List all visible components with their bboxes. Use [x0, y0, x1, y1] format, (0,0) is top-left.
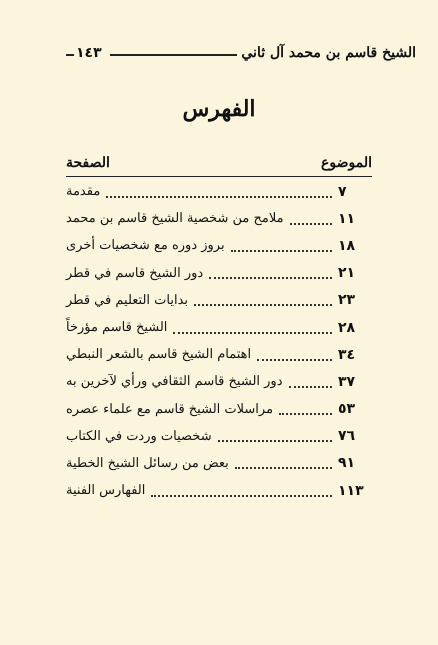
toc-entry-page: ٧٦ [338, 428, 356, 445]
toc-entry-topic: دور الشيخ قاسم الثقافي ورأي لآخرين به [66, 374, 283, 390]
page-title: الفهرس [182, 96, 256, 122]
toc-entry-page: ٢٨ [338, 319, 356, 336]
toc-entry-topic: الشيخ قاسم مؤرخاً [66, 320, 168, 336]
leader-dots [257, 349, 332, 361]
toc-entry-topic: بروز دوره مع شخصيات أخرى [66, 238, 225, 254]
leader-dots [231, 240, 332, 252]
toc-entry-topic: بدايات التعليم في قطر [66, 292, 189, 308]
header-rule-line [110, 54, 240, 56]
toc-entry-page: ٢١ [338, 265, 356, 282]
leader-dots [279, 403, 332, 415]
toc-entry-page: ٢٣ [338, 292, 356, 309]
toc-entry-topic: الفهارس الفنية [66, 483, 146, 499]
toc-entry[interactable] [66, 368, 372, 395]
toc-entry[interactable] [66, 314, 372, 341]
toc-entry-page: ١١ [338, 210, 356, 227]
toc-entry[interactable] [66, 178, 372, 205]
table-of-contents [66, 178, 372, 504]
toc-entry-topic: مقدمة [66, 184, 101, 200]
toc-entry-topic: ملامح من شخصية الشيخ قاسم بن محمد [66, 211, 284, 227]
toc-entry-page: ٧ [338, 183, 347, 200]
running-header [66, 44, 416, 64]
toc-entry-page: ٥٣ [338, 401, 356, 418]
leader-dots [173, 322, 332, 334]
running-header-page-number: ١٤٣ [76, 45, 102, 61]
column-header-page: الصفحة [66, 155, 110, 171]
toc-entry[interactable] [66, 423, 372, 450]
toc-entry[interactable] [66, 287, 372, 314]
toc-entry-page: ٣٧ [338, 373, 356, 390]
leader-dots [218, 430, 332, 442]
toc-entry[interactable] [66, 205, 372, 232]
leader-dots [194, 294, 332, 306]
toc-entry-topic: شخصيات وردت في الكتاب [66, 428, 212, 444]
column-header-rule [66, 176, 372, 177]
toc-entry-page: ٣٤ [338, 346, 356, 363]
leader-dots [106, 186, 332, 198]
toc-entry[interactable] [66, 260, 372, 287]
toc-entry[interactable] [66, 396, 372, 423]
toc-entry[interactable] [66, 450, 372, 477]
toc-entry-topic: اهتمام الشيخ قاسم بالشعر النبطي [66, 347, 252, 363]
leader-dots [235, 457, 332, 469]
leader-dots [151, 485, 332, 497]
toc-entry[interactable] [66, 477, 372, 504]
running-header-title: الشيخ قاسم بن محمد آل ثاني [237, 44, 416, 62]
toc-entry-page: ٩١ [338, 455, 356, 472]
toc-entry-page: ١٨ [338, 237, 356, 254]
toc-entry[interactable] [66, 341, 372, 368]
toc-entry-topic: مراسلات الشيخ قاسم مع علماء عصره [66, 401, 274, 417]
leader-dots [290, 213, 332, 225]
toc-entry-topic: بعض من رسائل الشيخ الخطية [66, 455, 229, 471]
toc-entry-page: ١١٣ [338, 482, 364, 499]
leader-dots [209, 267, 332, 279]
toc-entry[interactable] [66, 232, 372, 259]
leader-dots [289, 376, 333, 388]
header-dash [66, 54, 74, 56]
toc-entry-topic: دور الشيخ قاسم في قطر [66, 265, 204, 281]
column-header-topic: الموضوع [321, 155, 372, 171]
